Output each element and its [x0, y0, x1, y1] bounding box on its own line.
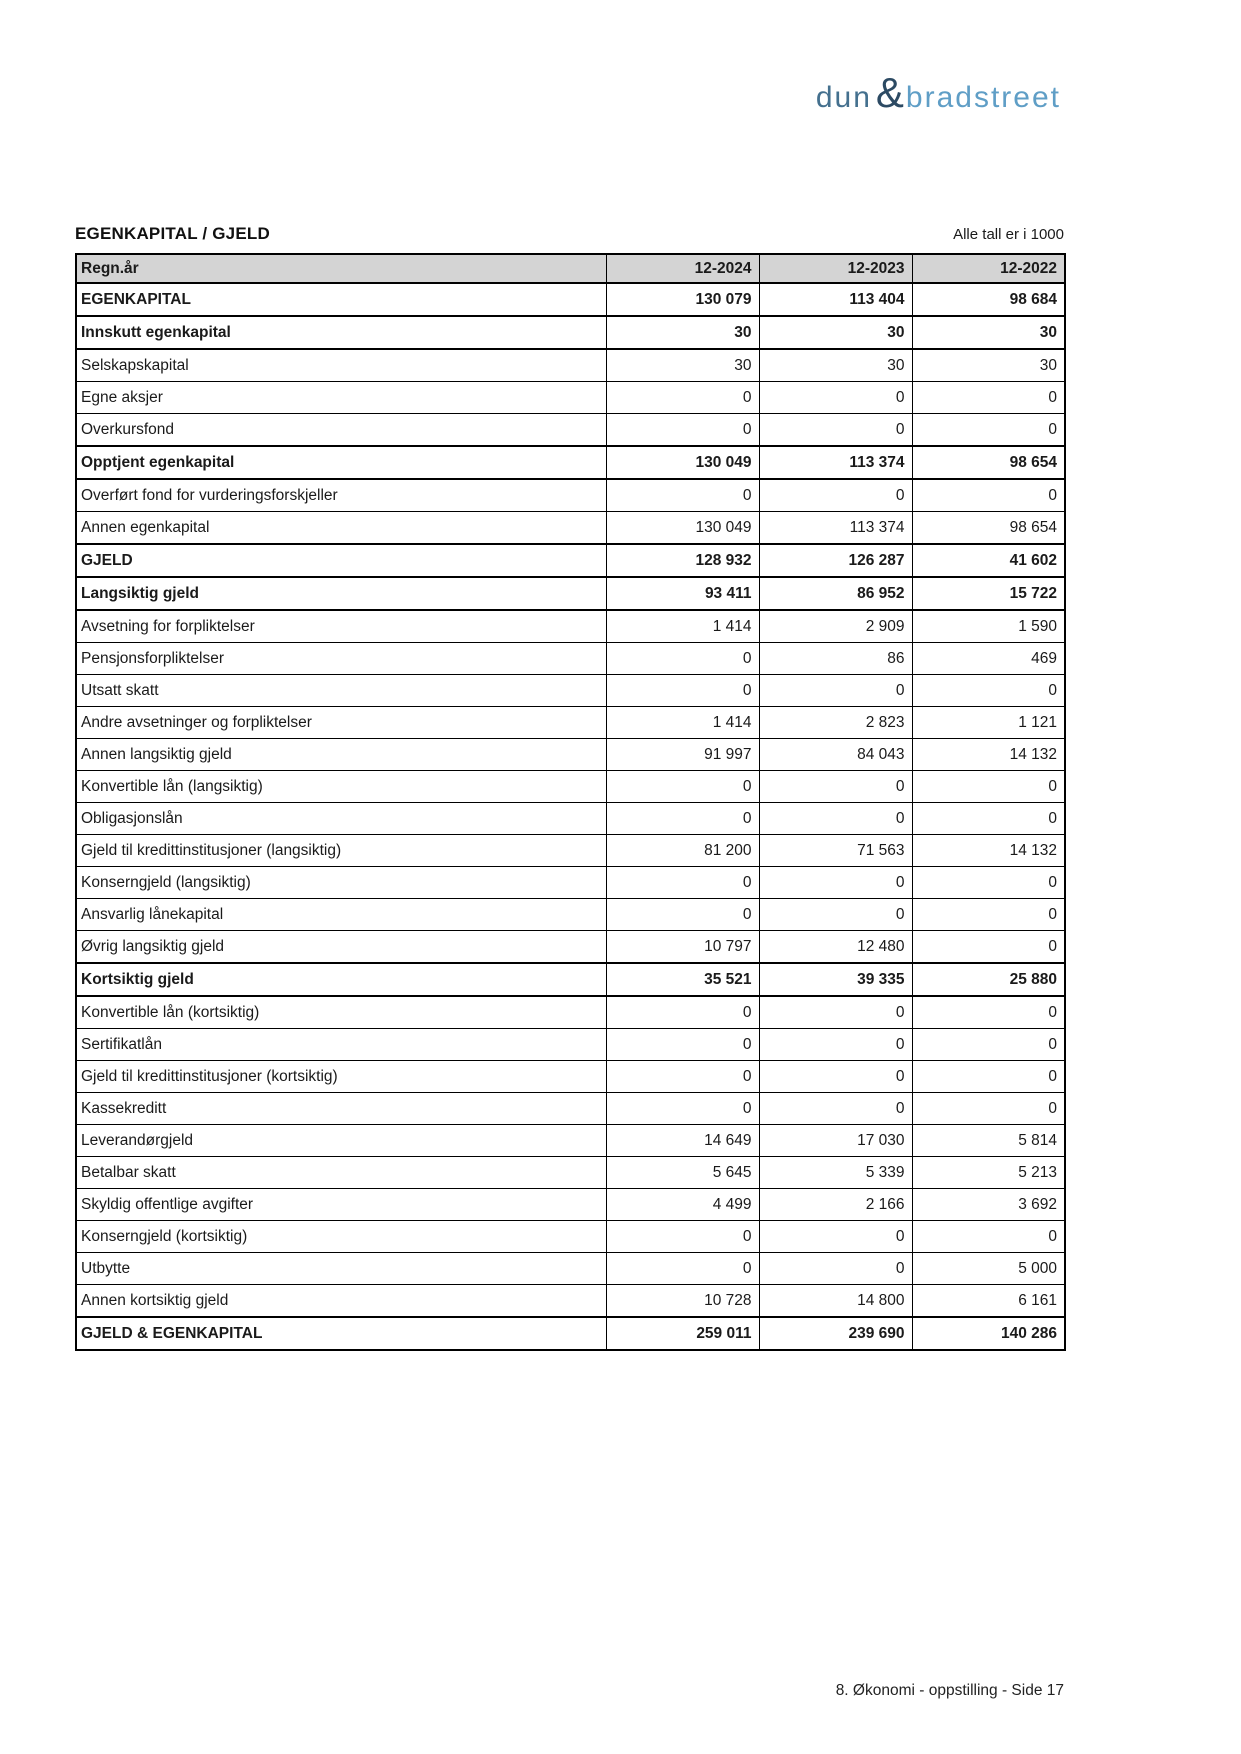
- row-value: 10 728: [606, 1285, 759, 1318]
- row-value: 0: [759, 996, 912, 1029]
- row-value: 15 722: [912, 577, 1065, 610]
- row-value: 130 049: [606, 512, 759, 545]
- row-label: EGENKAPITAL: [76, 283, 606, 316]
- row-value: 14 132: [912, 739, 1065, 771]
- row-value: 0: [759, 675, 912, 707]
- row-label: Selskapskapital: [76, 349, 606, 382]
- row-value: 0: [912, 931, 1065, 964]
- row-label: Øvrig langsiktig gjeld: [76, 931, 606, 964]
- row-value: 0: [912, 867, 1065, 899]
- row-value: 35 521: [606, 963, 759, 996]
- table-row: [76, 577, 1065, 610]
- row-label: Sertifikatlån: [76, 1029, 606, 1061]
- row-value: 5 645: [606, 1157, 759, 1189]
- row-label: Leverandørgjeld: [76, 1125, 606, 1157]
- logo-bradstreet-text: bradstreet: [905, 81, 1061, 114]
- row-label: Gjeld til kredittinstitusjoner (langsiktig): [76, 835, 606, 867]
- row-value: 0: [606, 1093, 759, 1125]
- row-label: GJELD: [76, 544, 606, 577]
- row-value: 0: [912, 996, 1065, 1029]
- row-value: 113 374: [759, 446, 912, 479]
- row-value: 30: [606, 349, 759, 382]
- table-row: [76, 1125, 1065, 1157]
- row-value: 30: [912, 316, 1065, 349]
- row-label: Opptjent egenkapital: [76, 446, 606, 479]
- year-header-label: Regn.år: [76, 254, 606, 283]
- table-row: [76, 283, 1065, 316]
- row-value: 84 043: [759, 739, 912, 771]
- row-value: 0: [759, 382, 912, 414]
- row-value: 0: [912, 803, 1065, 835]
- row-value: 98 654: [912, 446, 1065, 479]
- row-value: 6 161: [912, 1285, 1065, 1318]
- table-body: [76, 283, 1065, 1350]
- row-label: Konserngjeld (kortsiktig): [76, 1221, 606, 1253]
- row-value: 0: [606, 414, 759, 447]
- row-value: 0: [912, 1061, 1065, 1093]
- row-value: 0: [606, 479, 759, 512]
- year-header-cell: 12-2022: [912, 254, 1065, 283]
- row-label: Gjeld til kredittinstitusjoner (kortsiktig): [76, 1061, 606, 1093]
- row-value: 239 690: [759, 1317, 912, 1350]
- row-value: 0: [606, 675, 759, 707]
- row-value: 0: [912, 1029, 1065, 1061]
- year-header-cell: 12-2023: [759, 254, 912, 283]
- row-value: 71 563: [759, 835, 912, 867]
- table-row: [76, 931, 1065, 964]
- table-row: [76, 512, 1065, 545]
- row-value: 259 011: [606, 1317, 759, 1350]
- row-value: 469: [912, 643, 1065, 675]
- row-value: 30: [912, 349, 1065, 382]
- row-value: 0: [759, 479, 912, 512]
- table-row: [76, 1317, 1065, 1350]
- row-value: 113 404: [759, 283, 912, 316]
- row-value: 12 480: [759, 931, 912, 964]
- row-value: 126 287: [759, 544, 912, 577]
- table-row: [76, 963, 1065, 996]
- table-row: [76, 414, 1065, 447]
- balance-table: [75, 253, 1066, 1351]
- row-value: 0: [759, 414, 912, 447]
- row-value: 0: [606, 803, 759, 835]
- logo-dun-text: dun: [815, 81, 872, 114]
- row-value: 25 880: [912, 963, 1065, 996]
- row-value: 1 414: [606, 707, 759, 739]
- row-value: 0: [912, 675, 1065, 707]
- row-value: 14 132: [912, 835, 1065, 867]
- row-value: 5 213: [912, 1157, 1065, 1189]
- row-value: 2 909: [759, 610, 912, 643]
- section-header: [75, 224, 1064, 244]
- row-label: Avsetning for forpliktelser: [76, 610, 606, 643]
- row-label: Kortsiktig gjeld: [76, 963, 606, 996]
- year-header-cell: 12-2024: [606, 254, 759, 283]
- row-value: 0: [912, 382, 1065, 414]
- row-value: 0: [759, 1221, 912, 1253]
- table-row: [76, 1093, 1065, 1125]
- row-label: Konvertible lån (kortsiktig): [76, 996, 606, 1029]
- row-value: 0: [759, 803, 912, 835]
- row-value: 0: [606, 382, 759, 414]
- row-value: 0: [606, 1221, 759, 1253]
- row-value: 0: [759, 1029, 912, 1061]
- row-value: 0: [606, 867, 759, 899]
- row-value: 1 121: [912, 707, 1065, 739]
- row-value: 0: [912, 771, 1065, 803]
- row-value: 0: [606, 643, 759, 675]
- table-row: [76, 835, 1065, 867]
- table-row: [76, 349, 1065, 382]
- table-row: [76, 771, 1065, 803]
- table-row: [76, 610, 1065, 643]
- row-label: Annen egenkapital: [76, 512, 606, 545]
- ampersand-icon: &: [875, 69, 904, 116]
- row-value: 5 000: [912, 1253, 1065, 1285]
- row-value: 2 166: [759, 1189, 912, 1221]
- table-row: [76, 803, 1065, 835]
- row-label: Ansvarlig lånekapital: [76, 899, 606, 931]
- table-row: [76, 899, 1065, 931]
- row-label: Annen langsiktig gjeld: [76, 739, 606, 771]
- row-value: 0: [759, 899, 912, 931]
- table-row: [76, 382, 1065, 414]
- page-footer: 8. Økonomi - oppstilling - Side 17: [835, 1682, 1064, 1699]
- row-label: Innskutt egenkapital: [76, 316, 606, 349]
- row-value: 41 602: [912, 544, 1065, 577]
- row-value: 3 692: [912, 1189, 1065, 1221]
- row-value: 93 411: [606, 577, 759, 610]
- row-value: 39 335: [759, 963, 912, 996]
- row-value: 30: [759, 349, 912, 382]
- section-title: EGENKAPITAL / GJELD: [75, 224, 270, 243]
- row-value: 128 932: [606, 544, 759, 577]
- row-value: 0: [759, 867, 912, 899]
- row-label: Betalbar skatt: [76, 1157, 606, 1189]
- table-row: [76, 479, 1065, 512]
- row-value: 81 200: [606, 835, 759, 867]
- row-value: 17 030: [759, 1125, 912, 1157]
- row-label: Obligasjonslån: [76, 803, 606, 835]
- table-row: [76, 675, 1065, 707]
- row-value: 130 079: [606, 283, 759, 316]
- table-row: [76, 996, 1065, 1029]
- row-value: 130 049: [606, 446, 759, 479]
- row-value: 0: [606, 771, 759, 803]
- row-label: Konserngjeld (langsiktig): [76, 867, 606, 899]
- row-value: 0: [759, 1093, 912, 1125]
- row-value: 86 952: [759, 577, 912, 610]
- row-value: 113 374: [759, 512, 912, 545]
- row-value: 0: [912, 479, 1065, 512]
- table-row: [76, 544, 1065, 577]
- row-value: 140 286: [912, 1317, 1065, 1350]
- table-row: [76, 867, 1065, 899]
- row-value: 0: [606, 1029, 759, 1061]
- row-value: 1 590: [912, 610, 1065, 643]
- row-value: 0: [606, 996, 759, 1029]
- row-label: Utsatt skatt: [76, 675, 606, 707]
- row-value: 91 997: [606, 739, 759, 771]
- row-value: 2 823: [759, 707, 912, 739]
- row-value: 0: [912, 1221, 1065, 1253]
- row-value: 0: [606, 1061, 759, 1093]
- table-row: [76, 643, 1065, 675]
- table-row: [76, 1029, 1065, 1061]
- row-label: Andre avsetninger og forpliktelser: [76, 707, 606, 739]
- row-label: Overført fond for vurderingsforskjeller: [76, 479, 606, 512]
- row-label: Langsiktig gjeld: [76, 577, 606, 610]
- row-value: 14 649: [606, 1125, 759, 1157]
- row-value: 5 339: [759, 1157, 912, 1189]
- table-row: [76, 739, 1065, 771]
- row-value: 0: [912, 1093, 1065, 1125]
- row-value: 0: [912, 899, 1065, 931]
- row-value: 0: [912, 414, 1065, 447]
- row-label: Skyldig offentlige avgifter: [76, 1189, 606, 1221]
- row-label: Utbytte: [76, 1253, 606, 1285]
- row-value: 14 800: [759, 1285, 912, 1318]
- table-row: [76, 316, 1065, 349]
- row-label: Pensjonsforpliktelser: [76, 643, 606, 675]
- row-value: 98 654: [912, 512, 1065, 545]
- row-value: 5 814: [912, 1125, 1065, 1157]
- table-row: [76, 1157, 1065, 1189]
- table-row: [76, 1189, 1065, 1221]
- row-value: 98 684: [912, 283, 1065, 316]
- row-value: 86: [759, 643, 912, 675]
- row-value: 0: [759, 771, 912, 803]
- row-value: 10 797: [606, 931, 759, 964]
- table-row: [76, 1061, 1065, 1093]
- row-label: Annen kortsiktig gjeld: [76, 1285, 606, 1318]
- table-row: [76, 1221, 1065, 1253]
- table-row: [76, 707, 1065, 739]
- row-label: Kassekreditt: [76, 1093, 606, 1125]
- row-value: 0: [759, 1061, 912, 1093]
- row-label: Overkursfond: [76, 414, 606, 447]
- row-value: 30: [759, 316, 912, 349]
- units-note: Alle tall er i 1000: [953, 226, 1064, 243]
- table-header: [76, 254, 1065, 283]
- table-row: [76, 1253, 1065, 1285]
- year-header-row: [76, 254, 1065, 283]
- row-value: 0: [606, 899, 759, 931]
- row-value: 0: [606, 1253, 759, 1285]
- row-value: 30: [606, 316, 759, 349]
- row-label: Egne aksjer: [76, 382, 606, 414]
- row-value: 1 414: [606, 610, 759, 643]
- row-label: Konvertible lån (langsiktig): [76, 771, 606, 803]
- table-row: [76, 446, 1065, 479]
- row-value: 4 499: [606, 1189, 759, 1221]
- row-label: GJELD & EGENKAPITAL: [76, 1317, 606, 1350]
- dnb-logo: [815, 69, 1061, 116]
- row-value: 0: [759, 1253, 912, 1285]
- table-row: [76, 1285, 1065, 1318]
